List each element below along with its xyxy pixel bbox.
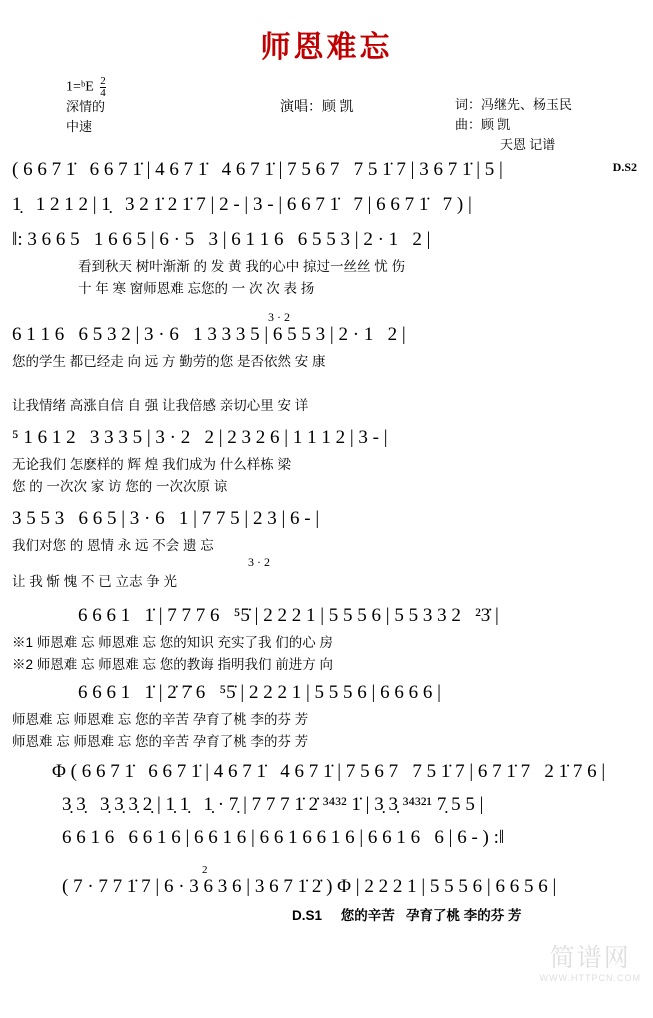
system-verse-2-note-above: 3 · 2 bbox=[268, 310, 290, 324]
watermark-url: WWW.HTTPCN.COM bbox=[539, 973, 641, 984]
system-ending-notes: ( 7 · 7 7 1̇ 7 | 6 · 3 6 3 6 | 3 6 7 1̇ 2̇ ) Φ | 2 2 2 1 | 5 5 5 6 | 6 6 5 6 | bbox=[62, 876, 557, 897]
tempo-mood-line2: 中速 bbox=[66, 119, 93, 134]
system-verse-2-lyrics-2: 让我情绪 高涨自信 自 强 让我倍感 亲切心里 安 详 bbox=[12, 398, 309, 413]
notator-credit: 天恩 记谱 bbox=[500, 137, 556, 152]
system-verse-1-lyrics-1: 看到秋天 树叶渐渐 的 发 黄 我的心中 掠过一丝丝 忧 伤 bbox=[78, 259, 406, 274]
system-verse-2-notes: 6 1 1 6 6 5 3 2 | 3 · 6 1 3 3 3 5 | 6 5 5 3 | 2 · 1 2 | bbox=[12, 324, 406, 345]
system-verse-3-lyrics-1: 无论我们 怎麽样的 辉 煌 我们成为 什么样栋 梁 bbox=[12, 457, 292, 472]
page-title: 师恩难忘 bbox=[260, 31, 393, 64]
system-interlude-3-notes: 6 6 1 6 6 6 1 6 | 6 6 1 6 | 6 6 1 6 6 1 6 | 6 6 1 6 6 | 6 - ) :‖ bbox=[62, 827, 505, 848]
system-intro-1-notes: ( 6 6 7 1̇ 6 6 7 1̇ | 4 6 7 1̇ 4 6 7 1̇ | 7 5 6 7 7 5 1̇ 7 | 3 6 7 1̇ | 5 | bbox=[12, 159, 503, 180]
ds2-marker: D.S2 bbox=[612, 160, 637, 174]
lyricist-credit: 词：冯继先、杨玉民 bbox=[455, 97, 573, 112]
sheet-music-page bbox=[0, 22, 653, 1018]
watermark-title: 简谱网 bbox=[549, 944, 631, 973]
system-chorus-1-lyrics-2: ※2 师恩难 忘 师恩难 忘 您的教诲 指明我们 前进方 向 bbox=[12, 657, 334, 672]
singer-credit: 演唱：顾 凯 bbox=[280, 100, 354, 115]
system-verse-1-notes: ‖: 3 6 6 5 1 6 6 5 | 6 · 5 3 | 6 1 1 6 6 5 5 3 | 2 · 1 2 | bbox=[12, 229, 431, 250]
system-chorus-1-notes: 6 6 6 1 1̇ | 7 7 7 6 ⁵5̇ | 2 2 2 1 | 5 5 5 6 | 5 5 3 3 2 ²3̇ | bbox=[78, 605, 499, 626]
system-verse-4-lyrics-1: 我们对您 的 恩情 永 远 不会 遗 忘 bbox=[12, 538, 214, 553]
site-watermark bbox=[540, 943, 641, 984]
composer-credit: 曲：顾 凯 bbox=[455, 117, 511, 132]
score-header bbox=[0, 74, 653, 160]
system-verse-1-lyrics-2: 十 年 寒 窗师恩难 忘您的 一 次 次 表 扬 bbox=[78, 281, 315, 296]
system-chorus-2-lyrics-2: 师恩难 忘 师恩难 忘 您的辛苦 孕育了桃 李的芬 芳 bbox=[12, 734, 309, 749]
tempo-mood-line1: 深情的 bbox=[66, 99, 106, 114]
system-verse-4-note-above-1: 3 · 2 bbox=[248, 555, 270, 569]
system-ending-lyrics: D.S1 您的辛苦 孕育了桃 李的芬 芳 bbox=[292, 908, 522, 923]
score-body bbox=[12, 160, 641, 926]
system-intro-2-notes: 1̣ 1 2 1 2 | 1̣ 3 2 1̇ 2 1̇ 7 | 2 - | 3 - | 6 6 7 1̇ 7 | 6 6 7 1̇ 7 ) | bbox=[12, 194, 472, 215]
ending-bracket-number: 2 bbox=[202, 864, 208, 876]
time-signature: $\frac{2}{4}$ bbox=[100, 75, 106, 99]
system-chorus-2-lyrics-1: 师恩难 忘 师恩难 忘 您的辛苦 孕育了桃 李的芬 芳 bbox=[12, 712, 309, 727]
system-verse-4-notes: 3 5 5 3 6 6 5 | 3 · 6 1 | 7 7 5 | 2 3 | 6 - | bbox=[12, 508, 320, 529]
system-verse-3-lyrics-2: 您 的 一次次 家 访 您的 一次次原 谅 bbox=[12, 479, 228, 494]
system-chorus-1-lyrics-1: ※1 师恩难 忘 师恩难 忘 您的知识 充实了我 们的心 房 bbox=[12, 635, 334, 650]
key-signature: 1=ᵇE bbox=[66, 79, 94, 95]
system-verse-2-lyrics-1: 您的学生 都已经走 向 远 方 勤劳的您 是否依然 安 康 bbox=[12, 354, 326, 369]
system-interlude-1-notes: Φ ( 6 6 7 1̇ 6 6 7 1̇ | 4 6 7 1̇ 4 6 7 1̇ | 7 5 6 7 7 5 1̇ 7 | 6 7 1̇ 7 2 1̇ 7 6 | bbox=[52, 761, 606, 782]
system-verse-4-lyrics-2: 让 我 惭 愧 不 已 立志 争 光 bbox=[12, 574, 178, 589]
system-chorus-2-notes: 6 6 6 1 1̇ | 2̇ 7̇ 6 ⁵5̇ | 2 2 2 1 | 5 5 5 6 | 6 6 6 6 | bbox=[78, 682, 441, 703]
system-verse-3-notes: ⁵ 1 6 1 2 3 3 3 5 | 3 · 2 2 | 2 3 2 6 | 1 1 1 2 | 3 - | bbox=[12, 427, 388, 448]
system-interlude-2-notes: 3̣ 3̣ 3̣ 3̣ 3̣ 2̣ | 1̣ 1̣ 1̣ · 7̣ | 7 7 7 1̇ 2̇ ³⁴³² 1̇ | 3̣ 3̣ ³⁴³²¹ 7̣ 5 5 | bbox=[62, 794, 484, 815]
